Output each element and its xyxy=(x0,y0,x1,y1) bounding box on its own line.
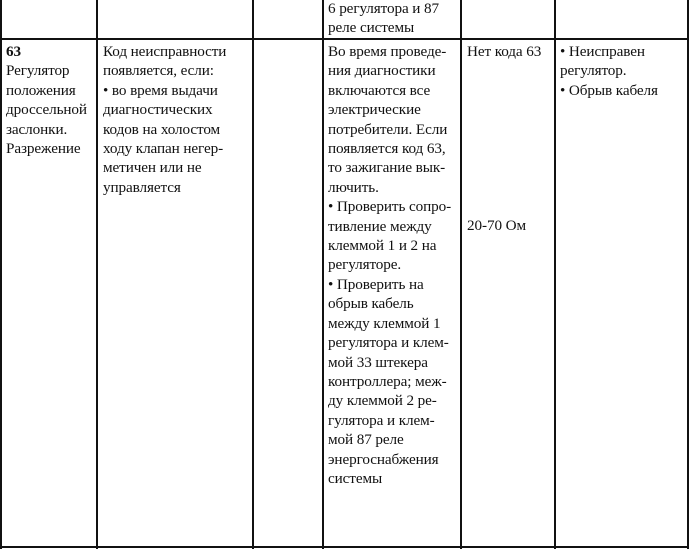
text-line: реле системы xyxy=(328,19,415,37)
cause-cell xyxy=(560,42,686,100)
text-line: 6 регулятора и 87 xyxy=(328,0,440,17)
error-code: 63 xyxy=(6,43,21,60)
text-line: то зажигание вык- xyxy=(328,159,446,177)
text-line: мой 87 реле xyxy=(328,431,404,449)
text-line: клеммой 1 и 2 на xyxy=(328,237,437,255)
text-line: регулятор. xyxy=(560,62,627,80)
text-line: • Обрыв кабеля xyxy=(560,81,658,99)
table-border-right xyxy=(687,0,689,549)
column-divider xyxy=(554,0,556,549)
expected-value-no-code xyxy=(467,42,555,61)
column-divider xyxy=(96,0,98,549)
text-line: дроссельной xyxy=(6,101,87,119)
component-cell xyxy=(6,42,94,158)
text-line: ду клеммой 2 ре- xyxy=(328,392,437,410)
text-line: ходу клапан негер- xyxy=(103,140,224,158)
text-line: системы xyxy=(328,469,383,487)
value-text: 20-70 Ом xyxy=(467,217,527,234)
table-border-left xyxy=(0,0,2,549)
column-divider xyxy=(322,0,324,549)
text-line: Во время проведе- xyxy=(328,43,447,60)
text-line: обрыв кабель xyxy=(328,295,414,313)
text-line: регулятора и клем- xyxy=(328,334,449,352)
text-line: потребители. Если xyxy=(328,120,448,138)
text-line: • во время выдачи xyxy=(103,81,218,99)
text-line: диагностических xyxy=(103,101,213,119)
text-line: положения xyxy=(6,81,76,99)
row-divider xyxy=(0,38,689,40)
text-line: • Проверить сопро- xyxy=(328,198,452,216)
prev-row-check-cell xyxy=(328,0,458,38)
text-line: появляется, если: xyxy=(103,62,214,80)
text-line: энергоснабжения xyxy=(328,450,439,468)
text-line: ния диагностики xyxy=(328,62,436,80)
text-line: Разрежение xyxy=(6,140,81,158)
value-text: Нет кода 63 xyxy=(467,43,542,60)
text-line: лючить. xyxy=(328,178,379,196)
text-line: управляется xyxy=(103,178,181,196)
table-border-bottom xyxy=(0,546,689,548)
text-line: Код неисправности xyxy=(103,43,227,60)
text-line: регуляторе. xyxy=(328,256,402,274)
condition-cell xyxy=(103,42,251,197)
text-line: включаются все xyxy=(328,81,431,99)
text-line: метичен или не xyxy=(103,159,202,177)
text-line: • Проверить на xyxy=(328,275,424,293)
text-line: кодов на холостом xyxy=(103,120,221,138)
text-line: между клеммой 1 xyxy=(328,314,441,332)
check-procedure-cell xyxy=(328,42,459,488)
column-divider xyxy=(252,0,254,549)
text-line: Регулятор xyxy=(6,62,70,80)
text-line: мой 33 штекера xyxy=(328,353,428,371)
text-line: • Неисправен xyxy=(560,43,645,60)
text-line: тивление между xyxy=(328,217,432,235)
expected-value-resistance xyxy=(467,216,555,235)
text-line: заслонки. xyxy=(6,120,68,138)
text-line: контроллера; меж- xyxy=(328,372,447,390)
text-line: гулятора и клем- xyxy=(328,411,435,429)
text-line: появляется код 63, xyxy=(328,140,446,158)
text-line: электрические xyxy=(328,101,421,119)
column-divider xyxy=(460,0,462,549)
